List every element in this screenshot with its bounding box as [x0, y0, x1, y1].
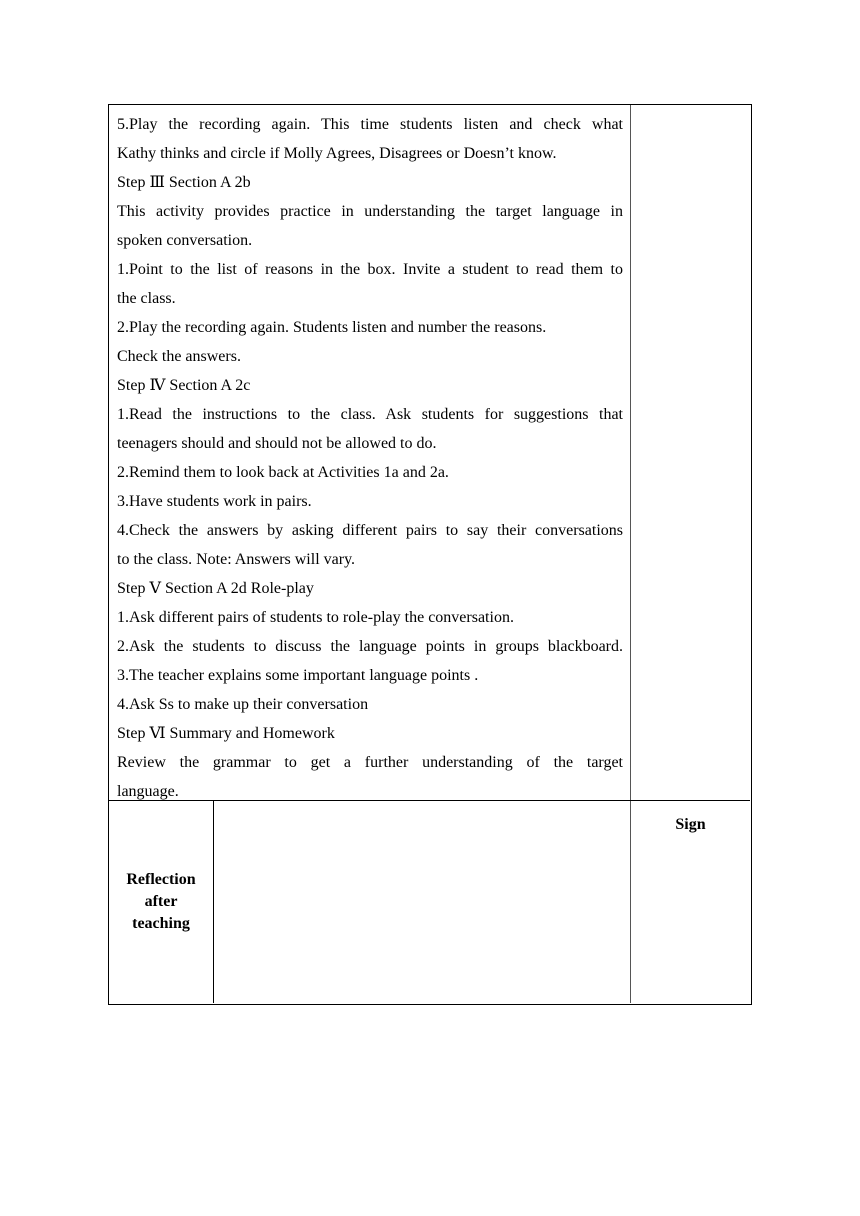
step-heading: Step Ⅳ Section A 2c: [117, 377, 251, 394]
reflection-label-cell: [109, 801, 214, 1003]
text-line: 1.Ask different pairs of students to role-play the conversation.: [117, 609, 514, 626]
text-line: 1.Point to the list of reasons in the box. Invite a student to read them to: [117, 261, 623, 278]
text-line: 3.Have students work in pairs.: [117, 493, 312, 510]
reflection-label-line: Reflection: [126, 871, 196, 888]
sign-label: Sign: [675, 816, 706, 833]
text-line: 2.Ask the students to discuss the language points in groups blackboard.: [117, 638, 623, 655]
text-line: Check the answers.: [117, 348, 241, 365]
lesson-procedure-cell: [109, 105, 631, 800]
notes-cell: [631, 105, 750, 800]
text-line: teenagers should and should not be allowed to do.: [117, 435, 437, 452]
text-line: language.: [117, 783, 179, 800]
text-line: 4.Check the answers by asking different pairs to say their conversations: [117, 522, 623, 539]
text-line: spoken conversation.: [117, 232, 253, 249]
reflection-content-cell: [214, 801, 631, 1003]
text-line: 1.Read the instructions to the class. Ask students for suggestions that: [117, 406, 623, 423]
step-heading: Step Ⅲ Section A 2b: [117, 174, 251, 191]
text-line: This activity provides practice in understanding the target language in: [117, 203, 623, 220]
text-line: Review the grammar to get a further understanding of the target: [117, 754, 623, 771]
text-line: the class.: [117, 290, 176, 307]
text-line: Kathy thinks and circle if Molly Agrees, Disagrees or Doesn’t know.: [117, 145, 557, 162]
text-line: to the class. Note: Answers will vary.: [117, 551, 356, 568]
text-line: 2.Remind them to look back at Activities 1a and 2a.: [117, 464, 449, 481]
reflection-label: [109, 869, 213, 935]
text-line: 3.The teacher explains some important language points .: [117, 667, 479, 684]
text-line: 4.Ask Ss to make up their conversation: [117, 696, 369, 713]
sign-cell: [631, 801, 750, 1003]
reflection-label-line: teaching: [132, 915, 190, 932]
text-line: 2.Play the recording again. Students listen and number the reasons.: [117, 319, 547, 336]
text-line: 5.Play the recording again. This time students listen and check what: [117, 116, 623, 133]
lesson-plan-table: [108, 104, 752, 1005]
step-heading: Step Ⅴ Section A 2d Role-play: [117, 580, 314, 597]
step-heading: Step Ⅵ Summary and Homework: [117, 725, 335, 742]
reflection-label-line: after: [144, 893, 178, 910]
lesson-procedure-text: [117, 110, 623, 806]
